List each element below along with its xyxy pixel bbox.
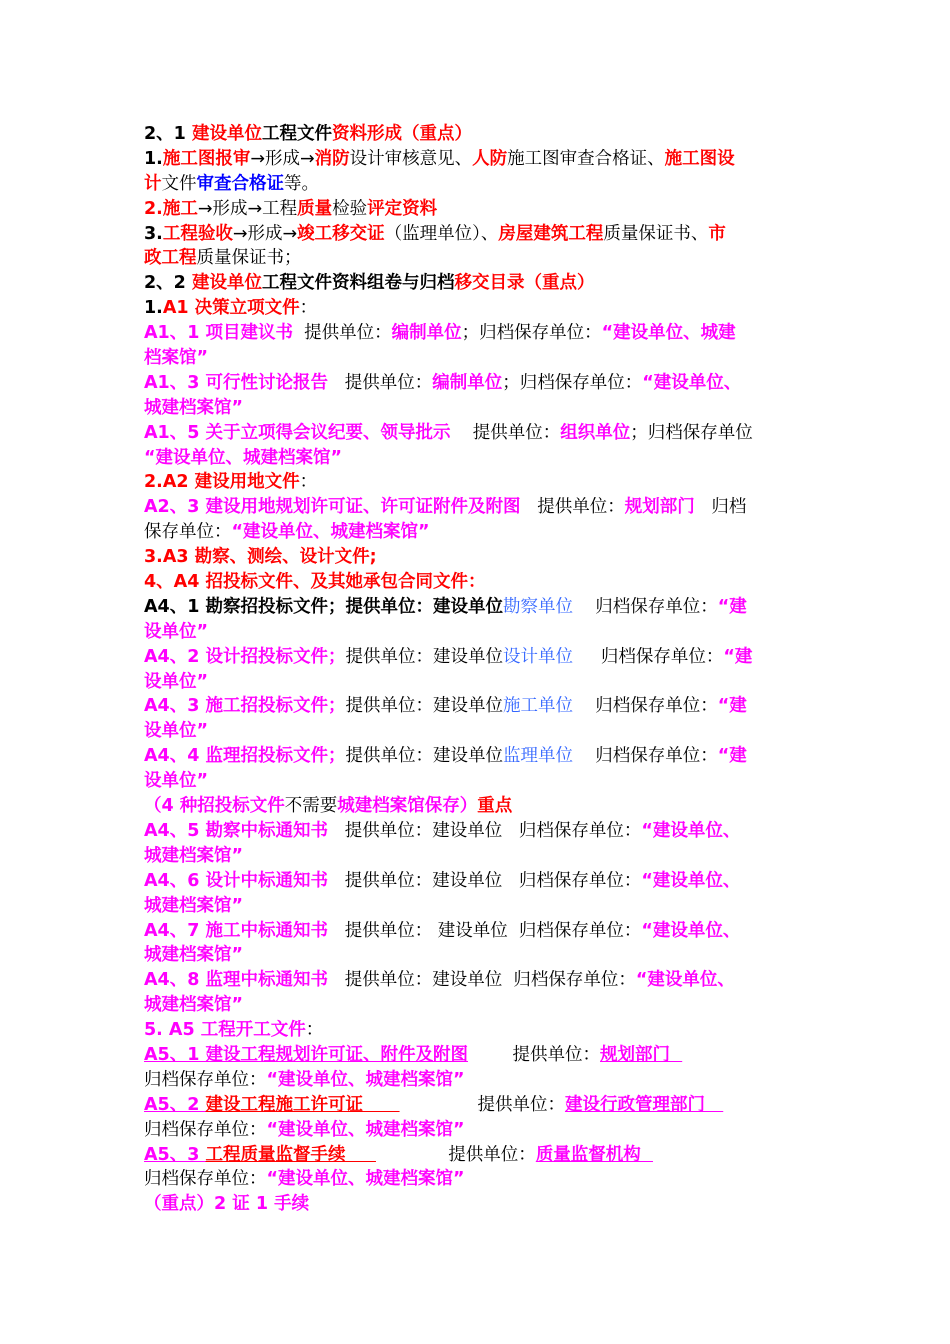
text-run: 4、A4 招投标文件、及其她承包合同文件：	[144, 572, 486, 593]
text-line	[144, 1068, 814, 1093]
text-run: 重点	[477, 796, 513, 817]
text-run: 城建档案馆”	[144, 945, 244, 966]
text-line	[144, 321, 814, 346]
text-line	[144, 694, 814, 719]
text-run: “建设单位、	[641, 820, 741, 841]
text-run: 建设单位	[191, 273, 262, 294]
text-line	[144, 1018, 814, 1043]
text-run: 归档保存单位：	[144, 1119, 267, 1140]
text-line	[144, 670, 814, 695]
text-run: 提供单位：建设单位	[345, 696, 503, 717]
text-run: A1、5 关于立项得会议纪要、领导批示	[144, 422, 451, 443]
text-run: 提供单位：建设单位 归档保存单位：	[328, 820, 642, 841]
text-run: “建	[723, 646, 753, 667]
text-run: 规划部门	[624, 497, 695, 518]
text-run: “建设单位、城建档案馆”	[266, 1069, 465, 1090]
text-run: 2.A2 建设用地文件	[144, 472, 300, 493]
text-run: ；归档保存单位	[630, 422, 753, 443]
text-run: →形成→	[250, 148, 315, 169]
text-run: 编制单位	[432, 372, 503, 393]
text-line	[144, 371, 814, 396]
text-run: A2、3 建设用地规划许可证、许可证附件及附图	[144, 497, 521, 518]
text-run: 建设单位	[191, 124, 262, 144]
text-run: 评定资料	[367, 198, 438, 219]
text-line	[144, 147, 814, 172]
text-line	[144, 1192, 814, 1217]
text-line	[144, 470, 814, 495]
text-run: ：	[299, 472, 318, 493]
text-run: 施工图设	[664, 148, 735, 169]
text-run: 监理单位	[503, 746, 573, 767]
text-line	[144, 1167, 814, 1192]
text-run: “建设单位、	[642, 372, 742, 393]
text-run: 质量	[297, 198, 333, 219]
text-run: 施工图审查合格证、	[507, 148, 665, 169]
text-run: 房屋建筑工程	[498, 223, 604, 244]
text-run: 检验	[332, 198, 368, 219]
text-run: 归档保存单位：	[573, 596, 718, 617]
text-run: 归档保存单位：	[573, 646, 724, 667]
text-run: A5、3	[144, 1144, 206, 1165]
document-body	[144, 122, 814, 1217]
text-run: 文件	[161, 173, 197, 194]
text-line	[144, 122, 814, 147]
text-line	[144, 1143, 814, 1168]
text-run: 1.	[144, 148, 163, 169]
text-run: 归档保存单位：	[144, 1169, 267, 1190]
text-run: 设单位”	[144, 671, 209, 692]
text-line	[144, 520, 814, 545]
text-line	[144, 346, 814, 371]
text-run: 设单位”	[144, 621, 209, 642]
text-run: 竣工移交证	[297, 223, 385, 244]
text-run: 保存单位：	[144, 522, 232, 543]
text-line	[144, 645, 814, 670]
text-run: 规划部门	[600, 1044, 683, 1065]
text-run: 工程文件	[261, 124, 332, 144]
text-line	[144, 719, 814, 744]
text-run: 2.施工	[144, 198, 198, 219]
text-run: 城建档案馆”	[144, 995, 244, 1016]
text-run: →形成→	[232, 223, 298, 244]
text-run: 2、1	[144, 124, 192, 144]
text-run: 施工图报审	[162, 148, 251, 169]
text-run: A4、7 施工中标通知书	[144, 920, 328, 941]
text-run: 提供单位： 建设单位 归档保存单位：	[328, 920, 642, 941]
text-run: 资料形成（重点）	[331, 124, 472, 144]
text-line	[144, 570, 814, 595]
text-run: “建设单位、城建档案馆”	[231, 522, 430, 543]
text-run: 提供单位：	[375, 1144, 536, 1165]
text-run: 市	[708, 223, 726, 244]
text-run: “建	[717, 696, 747, 717]
text-line	[144, 769, 814, 794]
text-run: 城建档案馆保存）	[337, 796, 478, 817]
text-run: 人防	[472, 148, 508, 169]
text-line	[144, 246, 814, 271]
text-run: 2、2	[144, 273, 192, 294]
text-run: （重点）2 证 1 手续	[144, 1194, 310, 1215]
text-run: 城建档案馆”	[144, 845, 244, 866]
text-run: 提供单位：	[520, 497, 625, 518]
text-run: 工程质量监督手续	[205, 1144, 376, 1165]
text-line	[144, 545, 814, 570]
text-run: “建设单位、	[635, 970, 735, 991]
text-line	[144, 1093, 814, 1118]
text-line	[144, 495, 814, 520]
text-run: 城建档案馆”	[144, 895, 244, 916]
text-run: 提供单位：建设单位	[345, 746, 503, 767]
text-line	[144, 993, 814, 1018]
text-line	[144, 296, 814, 321]
text-run: 工程验收	[162, 223, 233, 244]
text-run: 质量保证书；	[196, 248, 302, 269]
text-run: “建设单位、	[641, 920, 741, 941]
text-run: 提供单位：	[450, 422, 561, 443]
text-run: 政工程	[144, 248, 197, 269]
text-run: 提供单位：建设单位	[345, 646, 503, 667]
text-run: 质量保证书、	[603, 223, 709, 244]
text-line	[144, 446, 814, 471]
text-run: 1.	[144, 298, 163, 319]
text-run: 不需要	[284, 796, 338, 817]
text-line	[144, 919, 814, 944]
text-run: 5. A5 工程开工文件	[144, 1020, 306, 1041]
text-run: 提供单位：	[399, 1094, 565, 1115]
text-run: 质量监督机构	[535, 1144, 653, 1165]
text-run: “建设单位、城建档案馆”	[266, 1169, 465, 1190]
text-run: 归档保存单位：	[573, 746, 718, 767]
text-line	[144, 595, 814, 620]
text-line	[144, 968, 814, 993]
text-line	[144, 1043, 814, 1068]
text-run: 档案馆”	[144, 348, 209, 369]
text-run: 设单位”	[144, 771, 209, 792]
text-run: 组织单位	[560, 422, 631, 443]
text-line	[144, 844, 814, 869]
text-run: （4 种招投标文件	[144, 796, 285, 817]
text-run: 编制单位	[391, 323, 462, 344]
text-line	[144, 744, 814, 769]
text-run: （监理单位）、	[384, 223, 499, 244]
text-line	[144, 421, 814, 446]
text-run: A1 决策立项文件	[162, 298, 300, 319]
text-run: 提供单位：建设单位 归档保存单位：	[328, 870, 642, 891]
text-run: 计	[144, 173, 162, 194]
text-run: A5、2	[144, 1094, 206, 1115]
text-line	[144, 396, 814, 421]
text-run: “建设单位、城建	[601, 323, 736, 344]
text-run: 归档保存单位：	[144, 1069, 267, 1090]
text-run: 提供单位：建设单位 归档保存单位：	[328, 970, 636, 991]
text-line	[144, 172, 814, 197]
text-run: ：	[305, 1020, 324, 1041]
text-run: “建设单位、	[641, 870, 741, 891]
text-run: “建	[717, 746, 747, 767]
text-line	[144, 894, 814, 919]
text-line	[144, 197, 814, 222]
text-line	[144, 1118, 814, 1143]
text-run: A4、3 施工招投标文件；	[144, 696, 346, 717]
text-run: “建设单位、城建档案馆”	[144, 447, 343, 468]
text-run: “建	[717, 596, 747, 617]
text-run: 3.A3 勘察、测绘、设计文件;	[144, 547, 377, 568]
text-line	[144, 943, 814, 968]
text-run: A4、4 监理招投标文件；	[144, 746, 346, 767]
text-run: 施工单位	[503, 696, 573, 717]
text-run: A1、1 项目建议书	[144, 323, 293, 344]
text-run: 建设行政管理部门	[564, 1094, 724, 1115]
text-run: 设单位”	[144, 721, 209, 742]
text-run: 设计审核意见、	[349, 148, 473, 169]
text-run: A4、8 监理中标通知书	[144, 970, 328, 991]
text-run: A1、3 可行性讨论报告	[144, 372, 328, 393]
text-run: 提供单位：	[468, 1044, 601, 1065]
text-run: A4、6 设计中标通知书	[144, 870, 328, 891]
text-line	[144, 869, 814, 894]
text-run: 归档	[694, 497, 747, 518]
text-run: 工程文件资料组卷与归档	[261, 273, 455, 294]
text-run: 审查合格证	[196, 173, 284, 194]
text-line	[144, 819, 814, 844]
text-run: 消防	[314, 148, 350, 169]
text-run: ；归档保存单位：	[461, 323, 602, 344]
text-run: 提供单位：	[293, 323, 392, 344]
text-run: 勘察单位	[503, 596, 573, 617]
text-run: “建设单位、城建档案馆”	[266, 1119, 465, 1140]
text-run: →形成→工程	[197, 198, 298, 219]
text-run: 城建档案馆”	[144, 397, 244, 418]
text-line	[144, 222, 814, 247]
text-run: 移交目录（重点）	[454, 273, 595, 294]
text-run: 等。	[284, 173, 319, 194]
text-run: 建设工程施工许可证	[205, 1094, 400, 1115]
text-run: A4、5 勘察中标通知书	[144, 820, 328, 841]
text-line	[144, 620, 814, 645]
text-run: 归档保存单位：	[573, 696, 718, 717]
text-run: 设计单位	[503, 646, 573, 667]
text-line	[144, 271, 814, 296]
text-run: 提供单位：	[328, 372, 433, 393]
text-run: A4、2 设计招投标文件；	[144, 646, 346, 667]
text-run: 3.	[144, 223, 163, 244]
text-run: A5、1 建设工程规划许可证、附件及附图	[144, 1044, 468, 1065]
text-run: ；归档保存单位：	[502, 372, 643, 393]
text-run: A4、1 勘察招投标文件；提供单位：建设单位	[144, 596, 503, 617]
text-run: ：	[299, 298, 318, 319]
text-line	[144, 794, 814, 819]
